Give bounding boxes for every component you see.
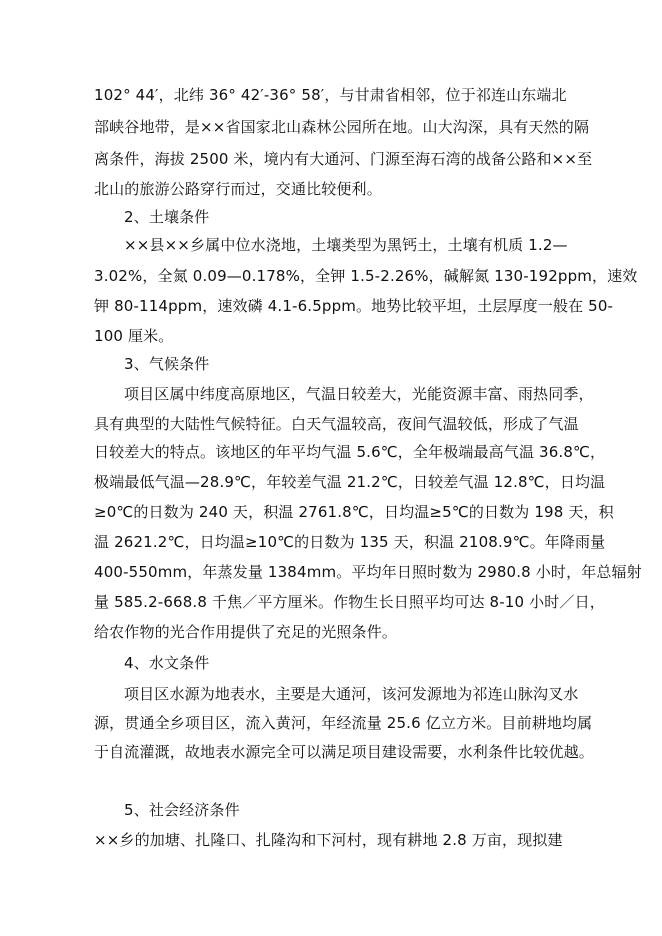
paragraph-line: 日较差大的特点。该地区的年平均气温 5.6℃，全年极端最高气温 36.8℃， (94, 443, 606, 461)
paragraph-line: 温 2621.2℃，日均温≥10℃的日数为 135 天，积温 2108.9℃。年降雨量 (94, 533, 606, 551)
paragraph-line: 量 585.2-668.8 千焦／平方厘米。作物生长日照平均可达 8-10 小时／日， (94, 593, 605, 611)
paragraph-line: 北山的旅游公路穿行而过，交通比较便利。 (94, 180, 382, 198)
paragraph-line: ≥0℃的日数为 240 天，积温 2761.8℃，日均温≥5℃的日数为 198 天，积 (94, 503, 614, 521)
paragraph-line: 离条件，海拔 2500 米，境内有大通河、门源至海石湾的战备公路和××至 (94, 150, 593, 168)
paragraph-line: 项目区属中纬度高原地区，气温日较差大，光能资源丰富、雨热同季， (124, 385, 594, 403)
section-heading-hydrology: 4、水文条件 (124, 654, 210, 672)
paragraph-line: 100 厘米。 (94, 327, 174, 345)
paragraph-line: 源，贯通全乡项目区，流入黄河，年经流量 25.6 亿立方米。目前耕地均属 (94, 714, 593, 732)
section-heading-socioeconomic: 5、社会经济条件 (124, 801, 240, 819)
paragraph-line: 部峡谷地带，是××省国家北山森林公园所在地。山大沟深，具有天然的隔 (94, 118, 590, 136)
paragraph-line: 具有典型的大陆性气候特征。白天气温较高，夜间气温较低，形成了气温 (94, 415, 579, 433)
paragraph-line: 项目区水源为地表水，主要是大通河，该河发源地为祁连山脉沟叉水 (124, 685, 579, 703)
paragraph-line: ××县××乡属中位水浇地，土壤类型为黑钙土，土壤有机质 1.2— (124, 236, 568, 254)
paragraph-line: 于自流灌溉，故地表水源完全可以满足项目建设需要，水利条件比较优越。 (94, 743, 594, 761)
paragraph-line: 3.02%，全氮 0.09—0.178%，全钾 1.5-2.26%，碱解氮 130-192ppm，速效 (94, 267, 638, 285)
paragraph-line: ××乡的加塘、扎隆口、扎隆沟和下河村，现有耕地 2.8 万亩，现拟建 (94, 831, 563, 849)
paragraph-line: 400-550mm，年蒸发量 1384mm。平均年日照时数为 2980.8 小时，年总辐射 (94, 563, 642, 581)
section-heading-soil: 2、土壤条件 (124, 208, 210, 226)
paragraph-line: 钾 80-114ppm，速效磷 4.1-6.5ppm。地势比较平坦，土层厚度一般在 50- (94, 297, 614, 315)
paragraph-line: 极端最低气温—28.9℃，年较差气温 21.2℃，日较差气温 12.8℃，日均温 (94, 473, 606, 491)
paragraph-line: 102° 44′，北纬 36° 42′-36° 58′，与甘肃省相邻，位于祁连山东端北 (94, 86, 567, 104)
section-heading-climate: 3、气候条件 (124, 355, 210, 373)
paragraph-line: 给农作物的光合作用提供了充足的光照条件。 (94, 623, 398, 641)
